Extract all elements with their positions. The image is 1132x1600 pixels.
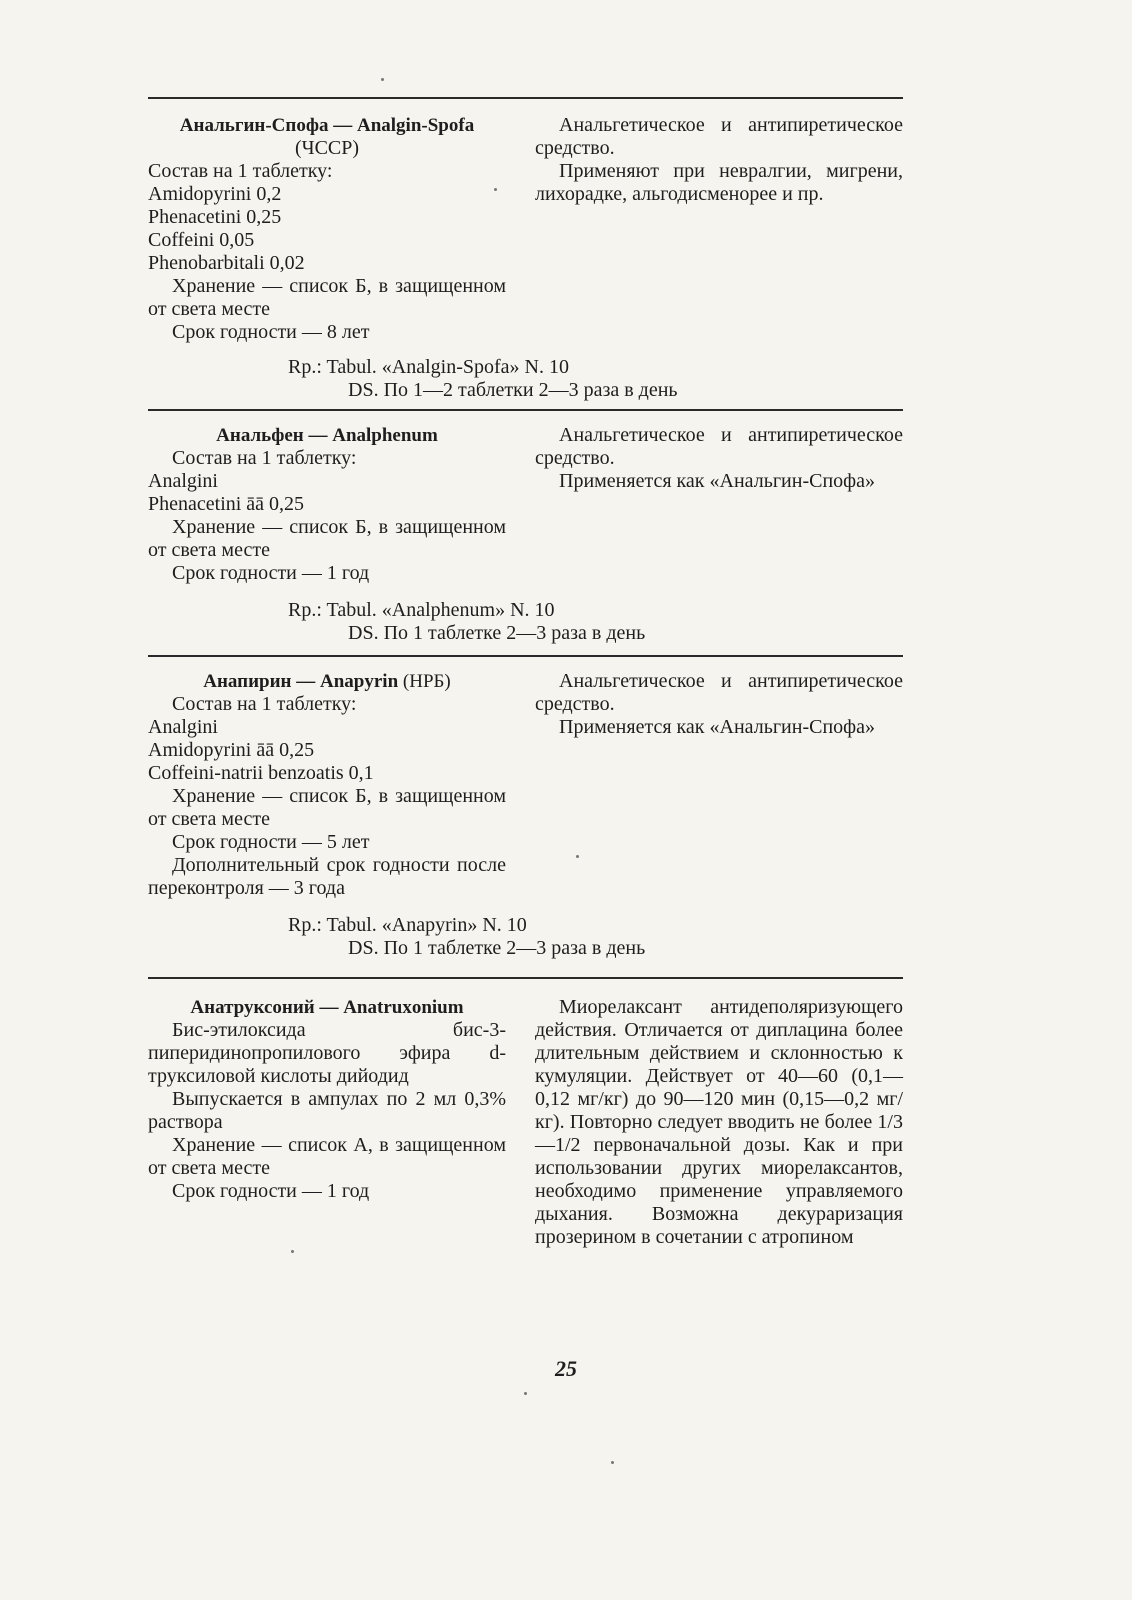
ingredient-line: Analgini xyxy=(148,716,218,738)
entry-title-row xyxy=(148,670,506,693)
entry-analgin-spofa xyxy=(148,114,903,402)
entry-anatruxonium xyxy=(148,996,903,1249)
entry-title: Анальгин-Спофа — Analgin-Spofa xyxy=(179,115,475,136)
prescription xyxy=(288,914,903,960)
storage-text: Хранение — список Б, в защищенном от света месте xyxy=(148,275,506,320)
scan-speck xyxy=(611,1461,614,1464)
description-paragraph: Анальгетическое и антипиретическое средство. xyxy=(535,114,903,159)
composition-text: Бис-этилоксида бис-3-пиперидинопропилового эфира d-труксиловой кислоты дийодид xyxy=(148,1019,506,1087)
prescription-rp: Rp.: Tabul. «Analgin-Spofa» N. 10 xyxy=(288,356,569,378)
description-paragraph: Применяется как «Анальгин-Спофа» xyxy=(559,716,875,738)
shelf-life-text: Срок годности — 5 лет xyxy=(172,831,370,853)
entry-right-column xyxy=(535,670,903,900)
scan-speck xyxy=(381,78,384,81)
entry-anapyrin xyxy=(148,670,903,960)
section-divider xyxy=(148,97,903,99)
storage-text: Хранение — список А, в защищенном от света месте xyxy=(148,1134,506,1179)
prescription xyxy=(288,599,903,645)
entry-right-column xyxy=(535,996,903,1249)
page-number: 25 xyxy=(555,1356,577,1381)
shelf-life-text: Срок годности — 1 год xyxy=(172,1180,370,1202)
ingredient-line: Amidopyrini 0,2 xyxy=(148,183,282,205)
entry-origin: (ЧССР) xyxy=(294,137,360,159)
section-divider xyxy=(148,977,903,979)
storage-text: Хранение — список Б, в защищенном от света месте xyxy=(148,785,506,830)
entry-left-column xyxy=(148,996,506,1249)
scan-speck xyxy=(576,855,579,858)
composition-line: Состав на 1 таблетку: xyxy=(172,693,357,715)
description-paragraph: Анальгетическое и антипиретическое средство. xyxy=(535,670,903,715)
composition-line: Состав на 1 таблетку: xyxy=(148,160,333,182)
scan-speck xyxy=(524,1392,527,1395)
description-paragraph: Анальгетическое и антипиретическое средство. xyxy=(535,424,903,469)
storage-text: Хранение — список Б, в защищенном от света месте xyxy=(148,516,506,561)
ingredient-line: Coffeini-natrii benzoatis 0,1 xyxy=(148,762,374,784)
shelf-life-text: Срок годности — 1 год xyxy=(172,562,370,584)
ingredient-line: Amidopyrini āā 0,25 xyxy=(148,739,315,761)
prescription-ds: DS. По 1—2 таблетки 2—3 раза в день xyxy=(348,379,678,401)
entry-right-column xyxy=(535,424,903,585)
composition-line: Состав на 1 таблетку: xyxy=(172,447,357,469)
ingredient-line: Coffeini 0,05 xyxy=(148,229,255,251)
prescription-ds: DS. По 1 таблетке 2—3 раза в день xyxy=(348,622,646,644)
entry-title: Анапирин — Anapyrin xyxy=(203,671,399,692)
form-text: Выпускается в ампулах по 2 мл 0,3% раствора xyxy=(148,1088,506,1133)
scan-speck xyxy=(291,1250,294,1253)
entry-left-column xyxy=(148,670,506,900)
ingredient-line: Phenacetini āā 0,25 xyxy=(148,493,305,515)
entry-right-column xyxy=(535,114,903,344)
ingredient-line: Analgini xyxy=(148,470,218,492)
prescription-rp: Rp.: Tabul. «Analphenum» N. 10 xyxy=(288,599,555,621)
entry-title: Анальфен — Analphenum xyxy=(216,425,438,446)
section-divider xyxy=(148,409,903,411)
description-paragraph: Применяют при невралгии, мигрени, лихорадке, альгодисменорее и пр. xyxy=(535,160,903,205)
ingredient-line: Phenacetini 0,25 xyxy=(148,206,282,228)
prescription xyxy=(288,356,903,402)
prescription-ds: DS. По 1 таблетке 2—3 раза в день xyxy=(348,937,646,959)
entry-origin: (НРБ) xyxy=(402,671,451,692)
shelf-life-text: Срок годности — 8 лет xyxy=(172,321,370,343)
entry-title: Анатруксоний — Anatruxonium xyxy=(190,997,464,1018)
description-paragraph: Миорелаксант антидеполяризующего действия. Отличается от диплацина более длительным действием и склонностью к кумуляции. Действует от 40—60 (0,1—0,12 мг/кг) до 90—120 мин (0,15—0,2 мг/кг). Повторно следует вводить не более 1/3—1/2 первоначальной дозы. Как и при использовании других миорелаксантов, необходимо применение управляемого дыхания. Возможна декураризация прозерином в сочетании с атропином xyxy=(535,996,903,1248)
section-divider xyxy=(148,655,903,657)
ingredient-line: Phenobarbitali 0,02 xyxy=(148,252,305,274)
entry-analphenum xyxy=(148,424,903,645)
entry-left-column xyxy=(148,114,506,344)
description-paragraph: Применяется как «Анальгин-Спофа» xyxy=(559,470,875,492)
scan-speck xyxy=(494,188,497,191)
entry-left-column xyxy=(148,424,506,585)
extra-shelf-life-text: Дополнительный срок годности после переконтроля — 3 года xyxy=(148,854,506,899)
prescription-rp: Rp.: Tabul. «Anapyrin» N. 10 xyxy=(288,914,527,936)
